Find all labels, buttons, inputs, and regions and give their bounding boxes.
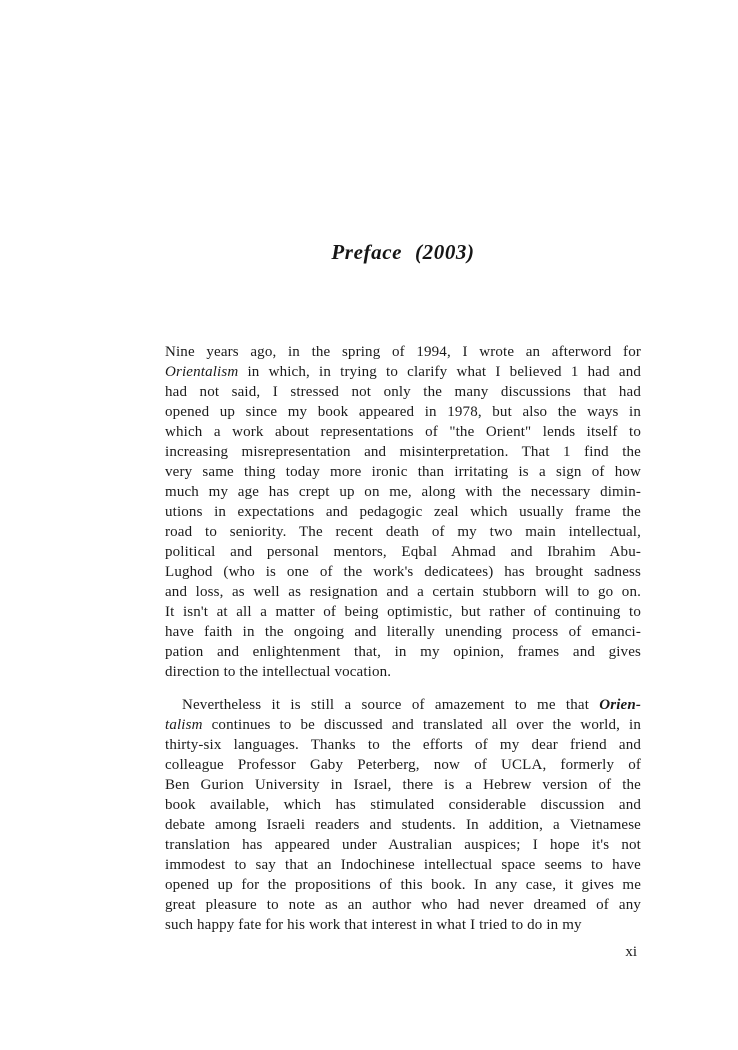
text-line (165, 895, 641, 915)
title-word: Preface (331, 240, 403, 264)
text-segment: continues to be discussed and translated all over the world, in (202, 717, 641, 733)
text-segment: Lughod (who is one of the work's dedicatees) has brought sadness (165, 564, 641, 580)
text-line (165, 662, 641, 682)
text-segment: opened up since my book appeared in 1978, but also the ways in (165, 404, 641, 420)
emphasized-text: Orientalism (165, 364, 239, 380)
text-segment: translation has appeared under Australian auspices; I hope it's not (165, 837, 641, 853)
text-line (165, 622, 641, 642)
text-segment: Ben Gurion University in Israel, there is a Hebrew version of the (165, 777, 641, 793)
text-line (165, 735, 641, 755)
text-line (165, 562, 641, 582)
text-segment: book available, which has stimulated considerable discussion and (165, 797, 641, 813)
text-segment: and loss, as well as resignation and a certain stubborn will to go on. (165, 584, 641, 600)
text-line (165, 482, 641, 502)
text-line (165, 815, 641, 835)
text-segment: political and personal mentors, Eqbal Ahmad and Ibrahim Abu- (165, 544, 641, 560)
text-segment: which a work about representations of "the Orient" lends itself to (165, 424, 641, 440)
page-number: xi (625, 944, 637, 960)
text-line (165, 915, 641, 935)
text-segment: It isn't at all a matter of being optimistic, but rather of continuing to (165, 604, 641, 620)
text-segment: pation and enlightenment that, in my opinion, frames and gives (165, 644, 641, 660)
text-line (165, 695, 641, 715)
text-segment: debate among Israeli readers and students. In addition, a Vietnamese (165, 817, 641, 833)
text-line (165, 835, 641, 855)
text-line (165, 342, 641, 362)
text-line (165, 795, 641, 815)
page-title (165, 240, 641, 265)
text-line (165, 522, 641, 542)
text-line (165, 442, 641, 462)
text-segment: great pleasure to note as an author who had never dreamed of any (165, 897, 641, 913)
text-segment: much my age has crept up on me, along with the necessary dimin- (165, 484, 641, 500)
emphasized-text: Orien- (599, 697, 641, 713)
text-line (165, 855, 641, 875)
paragraph (165, 342, 641, 682)
text-segment: opened up for the propositions of this book. In any case, it gives me (165, 877, 641, 893)
page-body (165, 342, 641, 935)
emphasized-text: talism (165, 717, 203, 733)
text-segment: immodest to say that an Indochinese intellectual space seems to have (165, 857, 641, 873)
text-line (165, 422, 641, 442)
text-segment: road to seniority. The recent death of my two main intellectual, (165, 524, 641, 540)
text-line (165, 775, 641, 795)
text-line (165, 642, 641, 662)
text-segment: very same thing today more ironic than irritating is a sign of how (165, 464, 641, 480)
text-line (165, 462, 641, 482)
text-line (165, 542, 641, 562)
text-segment: Nine years ago, in the spring of 1994, I wrote an afterword for (165, 344, 641, 360)
text-line (165, 382, 641, 402)
text-segment: utions in expectations and pedagogic zeal which usually frame the (165, 504, 641, 520)
text-segment: had not said, I stressed not only the many discussions that had (165, 384, 641, 400)
title-year: (2003) (415, 240, 475, 264)
text-line (165, 875, 641, 895)
text-line (165, 362, 641, 382)
text-segment: have faith in the ongoing and literally unending process of emanci- (165, 624, 641, 640)
text-segment: increasing misrepresentation and misinterpretation. That 1 find the (165, 444, 641, 460)
text-segment: direction to the intellectual vocation. (165, 664, 392, 680)
paragraph (165, 695, 641, 935)
text-segment: such happy fate for his work that interest in what I tried to do in my (165, 917, 582, 933)
text-segment: Nevertheless it is still a source of amazement to me that (182, 697, 600, 713)
text-segment: colleague Professor Gaby Peterberg, now of UCLA, formerly of (165, 757, 641, 773)
text-line (165, 755, 641, 775)
text-segment: thirty-six languages. Thanks to the efforts of my dear friend and (165, 737, 641, 753)
text-line (165, 402, 641, 422)
text-segment: in which, in trying to clarify what I believed 1 had and (238, 364, 641, 380)
text-line (165, 582, 641, 602)
text-line (165, 715, 641, 735)
text-line (165, 602, 641, 622)
text-line (165, 502, 641, 522)
